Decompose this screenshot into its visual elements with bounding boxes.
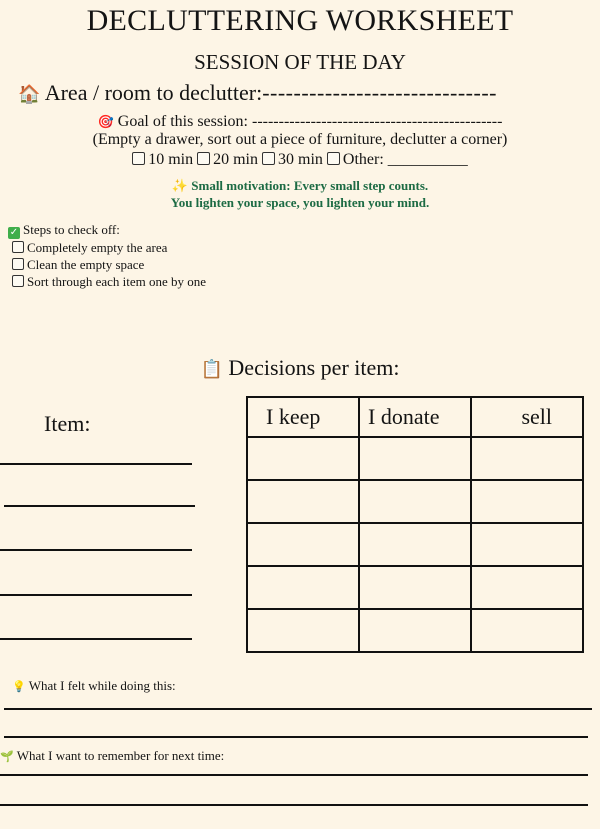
table-cell[interactable] [247,566,359,609]
table-cell[interactable] [247,523,359,566]
step-label: Completely empty the area [27,240,168,255]
remember-write-line[interactable] [0,774,588,776]
check-mark-icon: ✓ [9,227,19,238]
time-option-label: Other: [342,151,384,168]
felt-write-line[interactable] [4,708,592,710]
item-write-line[interactable] [0,463,192,465]
motivation [0,178,600,211]
step-checkbox[interactable] [12,275,24,287]
table-cell[interactable] [471,566,583,609]
house-icon: 🏠 [18,84,41,105]
page-title: DECLUTTERING WORKSHEET [86,4,514,37]
remember-prompt [0,748,224,764]
time-option-label: 10 min [148,151,194,168]
table-cell[interactable] [471,523,583,566]
time-options [0,151,600,169]
felt-write-line[interactable] [4,736,588,738]
table-cell[interactable] [247,609,359,652]
step-checkbox[interactable] [12,258,24,270]
time-other-blank[interactable]: __________ [387,151,468,168]
goal-label: Goal of this session: [117,113,248,130]
item-write-line[interactable] [0,549,192,551]
steps-heading: Steps to check off: [23,222,120,237]
list-item [8,256,206,273]
table-cell[interactable] [359,437,471,480]
table-cell[interactable] [359,523,471,566]
step-label: Clean the empty space [27,257,145,272]
list-item [8,273,206,290]
table-cell[interactable] [471,480,583,523]
column-header-sell: sell [471,397,583,437]
seedling-icon: 🌱 [0,750,14,763]
felt-prompt [12,678,176,694]
table-header-row [247,397,583,437]
step-checkbox[interactable] [12,241,24,253]
item-write-line[interactable] [0,594,192,596]
goal-row [0,113,600,131]
column-header-keep: I keep [247,397,359,437]
decisions-heading [0,355,600,381]
step-label: Sort through each item one by one [27,274,207,289]
item-write-line[interactable] [4,505,195,507]
area-row [18,80,497,106]
column-header-donate: I donate [359,397,471,437]
table-cell[interactable] [247,437,359,480]
lightbulb-icon: 💡 [12,680,26,693]
table-cell[interactable] [247,480,359,523]
time-option-label: 20 min [213,151,258,168]
remember-write-line[interactable] [0,804,588,806]
area-label: Area / room to declutter: [44,80,263,105]
time-20-checkbox[interactable] [197,152,210,165]
target-icon: 🎯 [97,115,114,130]
goal-blank[interactable]: ----------------------------------------------- [251,113,503,130]
clipboard-icon: 📋 [200,359,223,380]
item-label: Item: [44,411,91,436]
area-blank[interactable]: ------------------------------ [262,80,497,105]
goal-example: (Empty a drawer, sort out a piece of furniture, declutter a corner) [92,131,508,148]
table-row [247,609,583,652]
time-30-checkbox[interactable] [262,152,275,165]
time-option-label: 30 min [278,151,323,168]
motivation-line-2: You lighten your space, you lighten your mind. [170,195,430,210]
table-cell[interactable] [471,609,583,652]
sparkle-icon: ✨ [171,179,189,194]
time-10-checkbox[interactable] [132,152,145,165]
table-row [247,523,583,566]
table-row [247,480,583,523]
steps-checklist [8,221,206,290]
table-cell[interactable] [359,566,471,609]
time-other-checkbox[interactable] [327,152,340,165]
table-row [247,437,583,480]
table-cell[interactable] [359,480,471,523]
list-item [8,239,206,256]
remember-prompt-text: What I want to remember for next time: [16,748,225,763]
decision-table [246,396,584,653]
table-cell[interactable] [359,609,471,652]
item-write-line[interactable] [0,638,192,640]
decisions-heading-text: Decisions per item: [228,355,400,380]
page-subtitle: SESSION OF THE DAY [194,50,406,74]
table-row [247,566,583,609]
table-cell[interactable] [471,437,583,480]
motivation-line-1: Small motivation: Every small step counts. [191,178,429,193]
felt-prompt-text: What I felt while doing this: [28,678,176,693]
